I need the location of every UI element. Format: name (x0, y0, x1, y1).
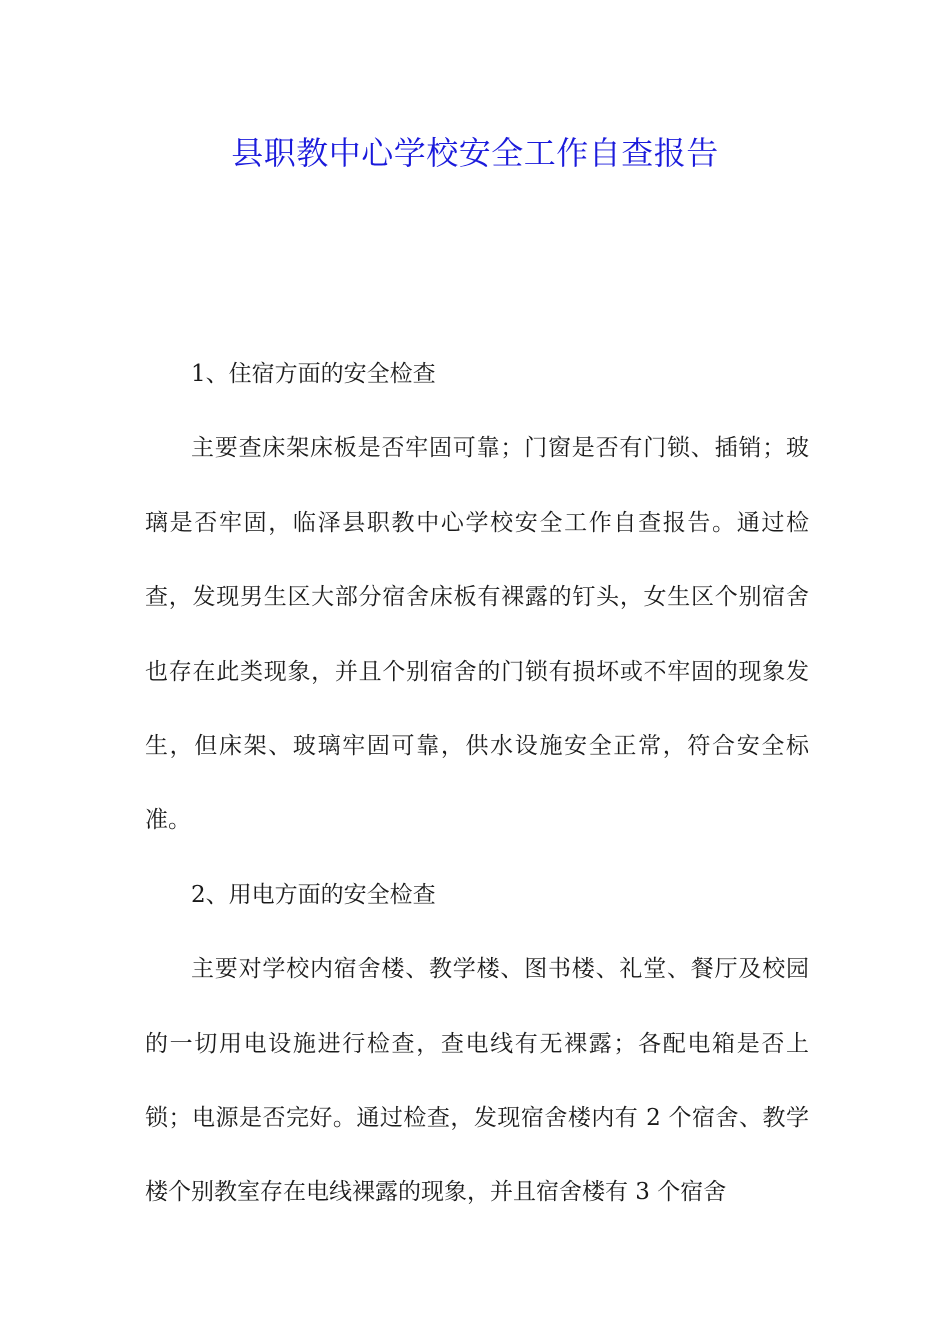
document-title: 县职教中心学校安全工作自查报告 (231, 134, 719, 172)
paragraph-electricity-check: 主要对学校内宿舍楼、教学楼、图书楼、礼堂、餐厅及校园的一切用电设施进行检查，查电线有无裸露；各配电箱是否上锁；电源是否完好。通过检查，发现宿舍楼内有 2 个宿舍、教学楼个别教室存在电线裸露的现象，并且宿舍楼有 3 个宿舍 (145, 956, 809, 1206)
section-heading-electricity: 2、用电方面的安全检查 (191, 881, 436, 908)
document-body (145, 337, 809, 1230)
section-heading-accommodation: 1、住宿方面的安全检查 (191, 361, 436, 387)
paragraph-accommodation-check: 主要查床架床板是否牢固可靠；门窗是否有门锁、插销；玻璃是否牢固，临泽县职教中心学校安全工作自查报告。通过检查，发现男生区大部分宿舍床板有裸露的钉头，女生区个别宿舍也存在此类现象，并且个别宿舍的门锁有损坏或不牢固的现象发生，但床架、玻璃牢固可靠，供水设施安全正常，符合安全标准。 (145, 435, 809, 834)
